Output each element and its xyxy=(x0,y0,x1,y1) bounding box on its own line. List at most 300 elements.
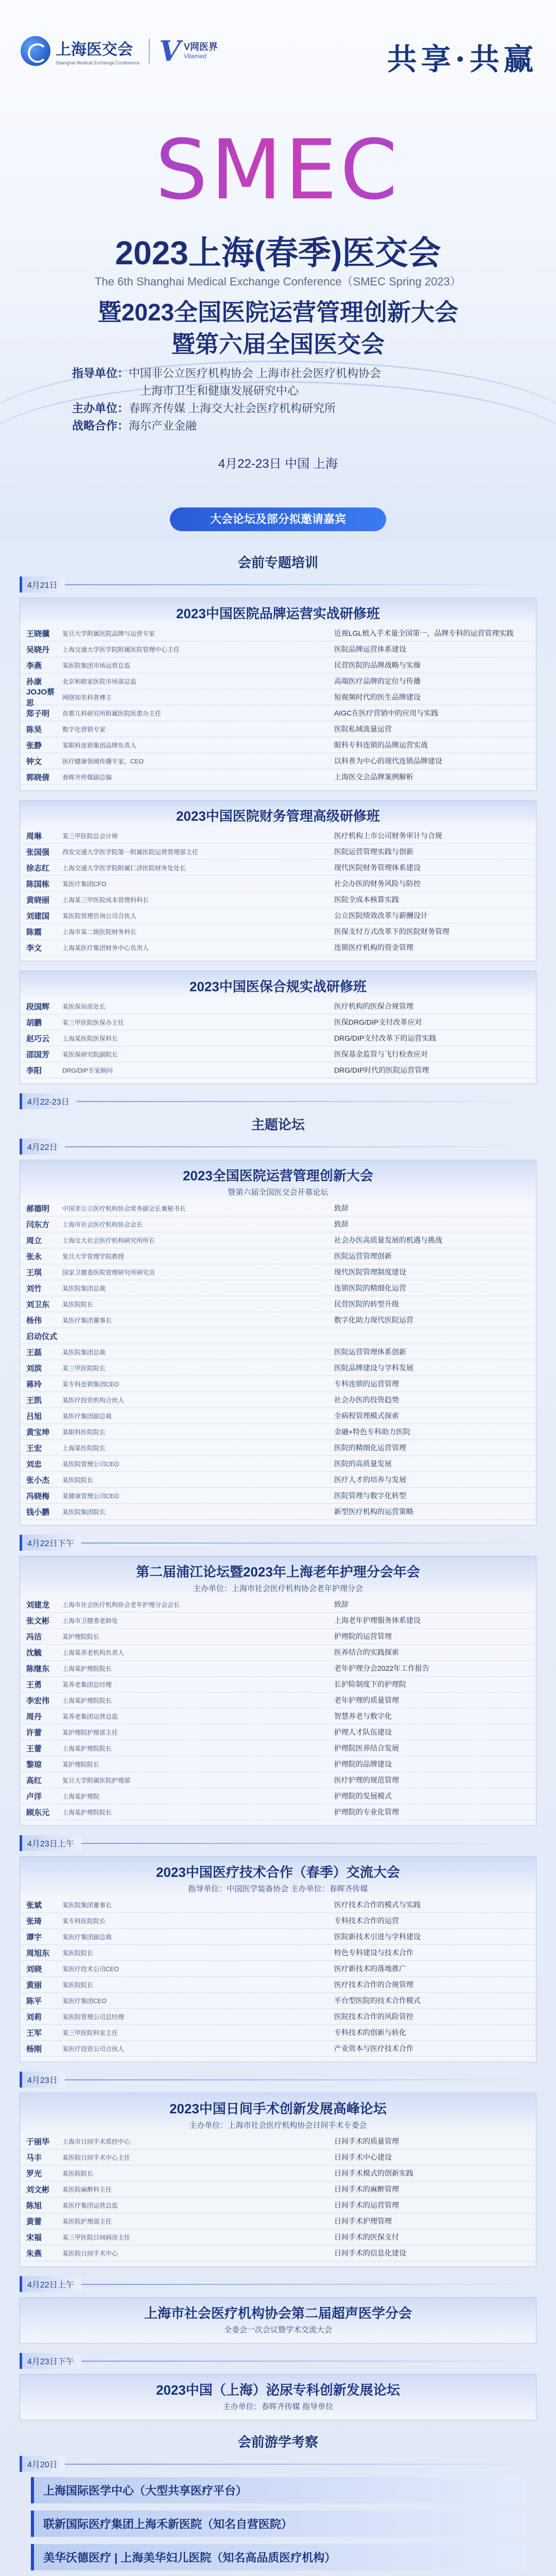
session-block xyxy=(20,1856,536,2062)
session-block xyxy=(20,800,536,961)
speaker-title: 某医院院长 xyxy=(62,1300,94,1308)
speaker-row xyxy=(20,2245,536,2261)
speaker-row xyxy=(20,689,536,705)
speaker-row xyxy=(20,924,536,940)
date-tag: 4月23日下午 xyxy=(20,2353,81,2369)
block-date-row xyxy=(20,1535,536,1551)
block-date-row xyxy=(20,1139,536,1155)
speaker-name: 李文 xyxy=(26,943,42,953)
session-subtitle: 暨第六届全国医交会开幕论坛 xyxy=(228,1188,328,1197)
speaker-topic: 日间手术模式的创新实践 xyxy=(334,2169,413,2177)
session-subtitle: 指导单位：中国医学装备协会 主办单位：春晖齐传媒 xyxy=(188,1885,368,1893)
speaker-name: 刘卫东 xyxy=(26,1300,50,1309)
speaker-title: 某医院集团董事长 xyxy=(62,1901,112,1909)
speaker-name: 卢洋 xyxy=(26,1792,42,1801)
tour-item: 上海国际医学中心（大型共享医疗平台） xyxy=(31,2477,525,2503)
speaker-row xyxy=(20,625,536,641)
speaker-title: 上海某医院医保科长 xyxy=(62,1035,118,1042)
speaker-topic: 医保基金监管与飞行检查应对 xyxy=(334,1050,428,1058)
speaker-title: DRG/DIP专家顾问 xyxy=(62,1066,113,1074)
speaker-topic: 高端医疗品牌的定位与传播 xyxy=(334,677,421,685)
forum-blocks xyxy=(0,1139,556,2420)
speaker-name: 刘竹 xyxy=(26,1284,42,1293)
speaker-title: 某医疗集团运营总监 xyxy=(62,2201,118,2209)
speaker-row xyxy=(20,1456,536,1472)
speaker-topic: 医院品牌建设与学科发展 xyxy=(334,1364,413,1372)
forum-section xyxy=(0,1093,556,2420)
speaker-topic: 护理人才队伍建设 xyxy=(334,1728,392,1736)
session-block xyxy=(20,2374,536,2420)
smec-logo-icon xyxy=(21,36,50,66)
divider xyxy=(81,2361,536,2362)
main-title: 2023上海(春季)医交会 xyxy=(115,234,441,272)
speaker-topic: 民营医院的品牌战略与实操 xyxy=(334,661,421,669)
block-date-row xyxy=(20,2353,536,2369)
speaker-row xyxy=(20,1504,536,1520)
speaker-row xyxy=(20,1280,536,1296)
speaker-title: 复旦大学附属医院护理部 xyxy=(62,1776,131,1784)
speaker-title: 复旦大学管理学院教授 xyxy=(62,1252,125,1260)
organizer-list xyxy=(72,365,381,435)
speaker-title: 某医院管理咨询公司合伙人 xyxy=(62,912,137,920)
speaker-row xyxy=(20,1645,536,1660)
organizer-value: 上海市卫生和健康发展研究中心 xyxy=(140,384,299,397)
speaker-topic: 金融+特色专科助力医院 xyxy=(334,1428,411,1436)
speaker-name: 王凯 xyxy=(26,1396,42,1405)
forum-title: 主题论坛 xyxy=(251,1117,305,1132)
speaker-name: 徐志红 xyxy=(26,863,50,873)
speaker-name: 陈国栋 xyxy=(26,879,50,889)
speaker-row xyxy=(20,1724,536,1740)
speaker-title: 网络知名科普博主 xyxy=(62,693,112,701)
date-tag: 4月22-23日 xyxy=(20,1093,77,1109)
session-header xyxy=(20,1857,536,1897)
speaker-row xyxy=(20,1488,536,1504)
speaker-row xyxy=(20,2213,536,2229)
speaker-topic: 医疗技术合作的合规管理 xyxy=(334,1980,413,1989)
speaker-name: 钱小鹏 xyxy=(26,1507,50,1517)
speaker-name: 马丰 xyxy=(26,2153,42,2162)
speaker-name: 刘文彬 xyxy=(26,2185,50,2194)
speaker-row xyxy=(20,1046,536,1062)
speaker-name: 黎琼 xyxy=(26,1760,42,1769)
speaker-title: 北京和睦家医院市场部总监 xyxy=(62,677,137,685)
speaker-row xyxy=(20,940,536,956)
date-tag: 4月22日上午 xyxy=(20,2276,81,2292)
speaker-title: 某医院管理公司总经理 xyxy=(62,2013,125,2021)
speaker-title: 某医疗集团董事长 xyxy=(62,1316,112,1324)
main-title-en: The 6th Shanghai Medical Exchange Conference（SMEC Spring 2023） xyxy=(95,275,461,288)
speaker-title: 某医疗集团副总裁 xyxy=(62,1412,112,1420)
speaker-title: 某医院护理部主任 xyxy=(62,2217,112,2225)
speaker-title: 上海交大社会医疗机构研究所所长 xyxy=(62,1236,155,1244)
speaker-title: 上海交通大学医学院附属仁济医院财务处处长 xyxy=(62,864,186,872)
block-date-row xyxy=(20,2276,536,2292)
speaker-name: 黄晓丽 xyxy=(26,895,50,905)
speaker-row xyxy=(20,1740,536,1756)
speaker-name: 刘晓 xyxy=(26,1964,42,1974)
speaker-topic: 短视频时代的医生品牌建设 xyxy=(334,693,421,701)
divider xyxy=(81,1843,536,1844)
speaker-row xyxy=(20,1062,536,1078)
speaker-topic: 公立医院绩效改革与薪酬设计 xyxy=(334,911,428,920)
speaker-title: 上海某医院院长 xyxy=(62,1444,106,1452)
speaker-topic: 医疗人才的培养与发展 xyxy=(334,1476,406,1484)
speaker-topic: 连锁医疗机构的资金管理 xyxy=(334,943,413,952)
organizer-row xyxy=(72,400,381,417)
speaker-name: 黄丽 xyxy=(26,1980,42,1990)
speaker-title: 某医保局原处长 xyxy=(62,1003,106,1010)
speaker-name: 钟文 xyxy=(26,757,42,766)
speaker-row xyxy=(20,844,536,860)
session-header xyxy=(20,1556,536,1597)
speaker-topic: 致辞 xyxy=(334,1204,349,1212)
tour-item: 美华沃德医疗 | 上海美华妇儿医院（知名高品质医疗机构） xyxy=(31,2544,525,2570)
date-tag: 4月23日 xyxy=(20,2072,65,2088)
speaker-row xyxy=(20,1312,536,1328)
speaker-name: 陈昊 xyxy=(26,725,42,734)
speaker-topic: DRG/DIP时代的医院运营管理 xyxy=(334,1066,429,1074)
speaker-row xyxy=(20,1660,536,1676)
speaker-name: 刘莉 xyxy=(26,2012,42,2022)
speaker-row xyxy=(20,876,536,892)
speaker-row xyxy=(20,1692,536,1708)
date-tag: 4月22日下午 xyxy=(20,1535,81,1551)
speaker-name: 黄蕾 xyxy=(26,2217,42,2226)
speaker-title: 某养老集团总经理 xyxy=(62,1681,112,1688)
speaker-topic: 致辞 xyxy=(334,1600,349,1608)
speaker-title: 上海某护理院院长 xyxy=(62,1697,112,1704)
speaker-topic: 新型医疗机构的运营策略 xyxy=(334,1507,413,1516)
speaker-topic: 日间手术的信息化建设 xyxy=(334,2249,406,2257)
speaker-topic: 致辞 xyxy=(334,1220,349,1228)
speakers-chip: 大会论坛及部分拟邀请嘉宾 xyxy=(170,507,386,531)
speaker-name: 赵巧云 xyxy=(26,1034,50,1043)
speaker-row xyxy=(20,1613,536,1629)
speaker-topic: 全病程管理模式探索 xyxy=(334,1412,399,1420)
speaker-topic: 数字化助力现代医院运营 xyxy=(334,1316,413,1324)
speaker-topic: 上海医交会品牌案例解析 xyxy=(334,773,413,781)
speaker-row xyxy=(20,1597,536,1613)
speaker-name: JOJO蔡思 xyxy=(26,688,55,707)
speaker-name: 周旭东 xyxy=(26,1948,50,1958)
speaker-name: 刘滨 xyxy=(26,1364,42,1373)
speaker-name: 罗光 xyxy=(26,2169,42,2178)
speaker-row xyxy=(20,1804,536,1820)
speaker-name: 李宏伟 xyxy=(26,1696,50,1705)
speaker-topic: 老年护理分会2022年工作报告 xyxy=(334,1664,430,1672)
speaker-title: 某眼科医院院长 xyxy=(62,1428,106,1436)
speaker-name: 陈霞 xyxy=(26,927,42,937)
speaker-topic: 民营医院的转型升级 xyxy=(334,1300,399,1308)
speaker-name: 张文彬 xyxy=(26,1616,50,1625)
speaker-row xyxy=(20,1961,536,1977)
hero-header xyxy=(0,0,556,541)
speaker-topic: 医疗新技术的落地推广 xyxy=(334,1964,406,1973)
session-block xyxy=(20,1160,536,1526)
speaker-topic: 专科连锁的运营管理 xyxy=(334,1380,399,1388)
speaker-topic: AIGC在医疗营销中的应用与实践 xyxy=(334,709,439,717)
session-title: 2023中国医疗技术合作（春季）交流大会 xyxy=(156,1865,400,1880)
speaker-row xyxy=(20,737,536,753)
logo-divider xyxy=(149,39,150,63)
date-tag: 4月23日上午 xyxy=(20,1835,81,1851)
session-title: 2023中国（上海）泌尿专科创新发展论坛 xyxy=(156,2382,400,2398)
speaker-topic: 以科普为中心的现代连锁品牌建设 xyxy=(334,757,442,765)
speaker-topic: 医院品牌运营体系建设 xyxy=(334,645,406,653)
subtitle-1: 暨2023全国医院运营管理创新大会 xyxy=(97,299,459,326)
speaker-title: 国家卫健委医院管理研究所研究员 xyxy=(62,1268,155,1276)
speaker-name: 冯洁 xyxy=(26,1632,42,1641)
speaker-title: 某养老集团运营总监 xyxy=(62,1713,118,1720)
speaker-title: 上海某养老机构负责人 xyxy=(62,1649,125,1656)
speaker-name: 王军 xyxy=(26,2028,42,2038)
speaker-row xyxy=(20,1264,536,1280)
divider xyxy=(65,2464,536,2465)
training-blocks xyxy=(0,598,556,1084)
session-header xyxy=(20,801,536,828)
speaker-row xyxy=(20,1708,536,1724)
speaker-title: 某医院集团总裁 xyxy=(62,1284,106,1292)
speaker-title: 上海市卫健委老龄处 xyxy=(62,1617,118,1624)
speaker-title: 某医疗集团CFO xyxy=(62,880,107,888)
divider xyxy=(65,2079,536,2080)
speaker-topic: 护理院医养结合发展 xyxy=(334,1744,399,1752)
smec-wordmark: SMEC xyxy=(0,129,556,211)
speaker-name: 顾东元 xyxy=(26,1808,50,1817)
speaker-topic: 医疗技术合作的模式与实践 xyxy=(334,1901,421,1909)
speaker-row xyxy=(20,1929,536,1945)
speaker-name: 朱燕 xyxy=(26,2249,42,2258)
session-block xyxy=(20,2297,536,2344)
training-section xyxy=(0,552,556,1084)
speaker-name: 王蕾 xyxy=(26,1744,42,1753)
speaker-row xyxy=(20,1772,536,1788)
speaker-name: 王晓骥 xyxy=(26,629,50,638)
speaker-name: 胡鹏 xyxy=(26,1018,42,1027)
speaker-name: 张斌 xyxy=(26,1901,42,1910)
organizer-row xyxy=(72,365,381,382)
session-block xyxy=(20,598,536,791)
speaker-row xyxy=(20,1014,536,1030)
speaker-topic: 护理院的品牌建设 xyxy=(334,1760,392,1768)
speaker-topic: 医院运营管理体系创新 xyxy=(334,1348,406,1356)
speaker-title: 中国非公立医疗机构协会常务副会长兼秘书长 xyxy=(62,1205,186,1212)
speaker-row xyxy=(20,1472,536,1488)
session-title: 第二届浦江论坛暨2023年上海老年护理分会年会 xyxy=(136,1564,420,1580)
speaker-row xyxy=(20,673,536,689)
speaker-title: 某医院日间手术中心主任 xyxy=(62,2154,131,2161)
speaker-title: 春晖齐传媒副总编 xyxy=(62,773,112,781)
speaker-row xyxy=(20,892,536,908)
speaker-title: 某医院集团总裁 xyxy=(62,1348,106,1356)
speaker-name: 周立 xyxy=(26,1236,42,1245)
speaker-title: 某三甲医院科室主任 xyxy=(62,2029,118,2037)
speaker-name: 张小杰 xyxy=(26,1476,50,1485)
speaker-title: 某医疗集团CEO xyxy=(62,1997,107,2005)
tour-title: 会前游学考察 xyxy=(237,2434,318,2450)
organizer-row xyxy=(72,417,381,435)
speaker-name: 李燕 xyxy=(26,661,42,670)
speaker-row xyxy=(20,721,536,737)
speaker-title: 某医疗投资公司合伙人 xyxy=(62,2045,125,2053)
speaker-title: 某医疗技术公司CEO xyxy=(62,1965,119,1973)
speaker-title: 某护理院院长 xyxy=(62,1633,100,1640)
speaker-topic: 医疗机构的医保合规管理 xyxy=(334,1002,413,1010)
speaker-title: 某三甲医院医保办主任 xyxy=(62,1019,125,1026)
speaker-row xyxy=(20,1232,536,1248)
speaker-name: 张永 xyxy=(26,1252,42,1261)
speaker-name: 冯晓梅 xyxy=(26,1492,50,1501)
speaker-name: 刘忠 xyxy=(26,1460,42,1469)
speaker-name: 谭宇 xyxy=(26,1933,42,1942)
speaker-name: 周琳 xyxy=(26,832,42,841)
date-tag: 4月21日 xyxy=(20,577,65,592)
speaker-title: 首都儿科研究所附属医院医患办主任 xyxy=(62,709,162,717)
subtitle-2: 暨第六届全国医交会 xyxy=(171,331,385,358)
speaker-row xyxy=(20,1392,536,1408)
vitamed-logo-sub: Vitamed xyxy=(184,52,206,60)
session-header xyxy=(20,2093,536,2133)
session-subtitle: 主办单位：上海市社会医疗机构协会日间手术专委会 xyxy=(189,2121,367,2130)
smec-logo-sub: Shanghai Medical Exchange Conference xyxy=(56,60,140,65)
smec-logo xyxy=(21,36,140,66)
speaker-name: 王琪 xyxy=(26,1268,42,1277)
speaker-title: 医疗健康领域传播专家，CEO xyxy=(62,757,144,765)
speaker-row xyxy=(20,1629,536,1645)
speaker-title: 某医院集团院长 xyxy=(62,1508,106,1516)
speaker-name: 杨刚 xyxy=(26,2044,42,2054)
speaker-title: 某医院院长 xyxy=(62,2170,94,2177)
speaker-topic: 护理院的运营管理 xyxy=(334,1632,392,1640)
speaker-topic: 眼科专科连锁的品牌运营实战 xyxy=(334,741,428,749)
speaker-topic: 现代医院财务管理体系建设 xyxy=(334,863,421,872)
speaker-row xyxy=(20,1945,536,1961)
speaker-name: 许蕾 xyxy=(26,1728,42,1737)
speaker-title: 某医保研究院副院长 xyxy=(62,1050,118,1058)
speaker-name: 黄宝坤 xyxy=(26,1428,50,1437)
training-date-row xyxy=(20,577,536,592)
speaker-topic: 日间手术护理管理 xyxy=(334,2217,392,2225)
vitamed-logo xyxy=(159,37,218,65)
divider xyxy=(81,1543,536,1544)
speaker-topic: 医疗机构上市公司财务审计与合规 xyxy=(334,832,442,840)
speaker-topic: 社会办医的财务风险与防控 xyxy=(334,879,421,888)
speaker-name: 邵国芳 xyxy=(26,1050,50,1059)
speaker-name: 陈旭 xyxy=(26,2201,42,2210)
session-block xyxy=(20,2093,536,2267)
session-title: 2023中国日间手术创新发展高峰论坛 xyxy=(169,2101,387,2116)
speaker-title: 某医院麻醉科主任 xyxy=(62,2185,112,2193)
speaker-row xyxy=(20,1897,536,1913)
speaker-row xyxy=(20,2229,536,2245)
speaker-topic: 医疗护理的规范管理 xyxy=(334,1776,399,1784)
organizer-key: 主办单位： xyxy=(72,402,129,415)
session-subtitle: 主办单位：上海市社会医疗机构协会老年护理分会 xyxy=(193,1584,363,1593)
date-tag: 4月22日 xyxy=(20,1139,65,1155)
speaker-topic: 日间手术中心建设 xyxy=(334,2153,392,2161)
session-header xyxy=(20,598,536,625)
speaker-row xyxy=(20,1788,536,1804)
speaker-title: 上海某护理院 xyxy=(62,1792,100,1800)
session-header xyxy=(20,1160,536,1200)
speaker-topic: DRG/DIP支付改革下的运营实践 xyxy=(334,1034,437,1042)
speaker-title: 数字化营销专家 xyxy=(62,725,106,733)
smec-logo-name: 上海医交会 xyxy=(56,41,133,58)
speaker-title: 上海某护理院院长 xyxy=(62,1665,112,1672)
organizer-row xyxy=(72,382,381,400)
speaker-title: 某健康管理公司CEO xyxy=(62,1492,119,1500)
speaker-title: 某眼科连锁集团品牌负责人 xyxy=(62,741,137,749)
speaker-title: 上海某护理院院长 xyxy=(62,1808,112,1816)
speaker-topic: 平台型医院的技术合作模式 xyxy=(334,1996,421,2005)
session-title: 2023全国医院运营管理创新大会 xyxy=(183,1168,373,1183)
organizer-key: 指导单位： xyxy=(72,367,129,380)
speaker-name: 郑子明 xyxy=(26,709,50,718)
speaker-name: 高红 xyxy=(26,1776,42,1785)
speaker-row xyxy=(20,2197,536,2213)
speaker-row xyxy=(20,1376,536,1392)
divider xyxy=(65,1146,536,1147)
speaker-topic: 老年护理的质量管理 xyxy=(334,1696,399,1704)
speaker-row xyxy=(20,1030,536,1046)
speaker-row xyxy=(20,2041,536,2057)
speaker-name: 孙康 xyxy=(26,677,42,686)
speaker-row xyxy=(20,1756,536,1772)
speaker-name: 张静 xyxy=(26,741,42,750)
speaker-row xyxy=(20,2133,536,2149)
organizer-value: 中国非公立医疗机构协会 上海市社会医疗机构协会 xyxy=(129,367,381,380)
speaker-row xyxy=(20,1296,536,1312)
vitamed-logo-name: V网医界 xyxy=(184,42,218,53)
speaker-title: 上海交通大学医学院附属医院管理中心主任 xyxy=(62,646,180,653)
vitamed-logo-mark: V xyxy=(159,35,181,67)
speaker-topic: 医院运营管理创新 xyxy=(334,1252,392,1260)
speaker-name: 杨伟 xyxy=(26,1316,42,1325)
event-date: 4月22-23日 中国 上海 xyxy=(218,457,338,471)
speaker-title: 某医疗集团副总裁 xyxy=(62,1933,112,1941)
session-header xyxy=(20,971,536,998)
session-title: 2023中国医院品牌运营实战研修班 xyxy=(176,606,380,621)
speaker-row xyxy=(20,2025,536,2041)
session-title: 2023中国医保合规实战研修班 xyxy=(189,979,367,994)
session-title: 2023中国医院财务管理高级研修班 xyxy=(176,808,380,824)
speaker-title: 上海某护理院院长 xyxy=(62,1744,112,1752)
speaker-name: 沈毓 xyxy=(26,1648,42,1657)
speaker-row xyxy=(20,1676,536,1692)
speaker-row xyxy=(20,1424,536,1440)
speaker-title: 某医院院长 xyxy=(62,1476,94,1484)
speaker-title: 上海市社会医疗机构协会老年护理分会会长 xyxy=(62,1601,180,1608)
speaker-title: 某专科连锁集团CEO xyxy=(62,1380,119,1388)
speaker-row xyxy=(20,2149,536,2165)
organizer-value: 春晖齐传媒 上海交大社会医疗机构研究所 xyxy=(129,402,336,415)
speaker-row xyxy=(20,908,536,924)
forum-date-row xyxy=(20,1093,536,1109)
speaker-topic: 近视LGL植入手术量全国第一，品牌专科的运营管理实践 xyxy=(334,629,514,637)
speaker-row xyxy=(20,1408,536,1424)
speaker-row xyxy=(20,1344,536,1360)
speaker-name: 闫东方 xyxy=(26,1220,50,1229)
session-header xyxy=(20,2298,536,2338)
speaker-title: 某医院院长 xyxy=(62,1981,94,1989)
speaker-title: 某专科医院院长 xyxy=(62,1917,106,1925)
speaker-row xyxy=(20,828,536,844)
speaker-name: 张琦 xyxy=(26,1917,42,1926)
speaker-row xyxy=(20,2165,536,2181)
speaker-name: 李阳 xyxy=(26,1066,42,1075)
speaker-title: 某医院集团市场运营总监 xyxy=(62,662,131,669)
